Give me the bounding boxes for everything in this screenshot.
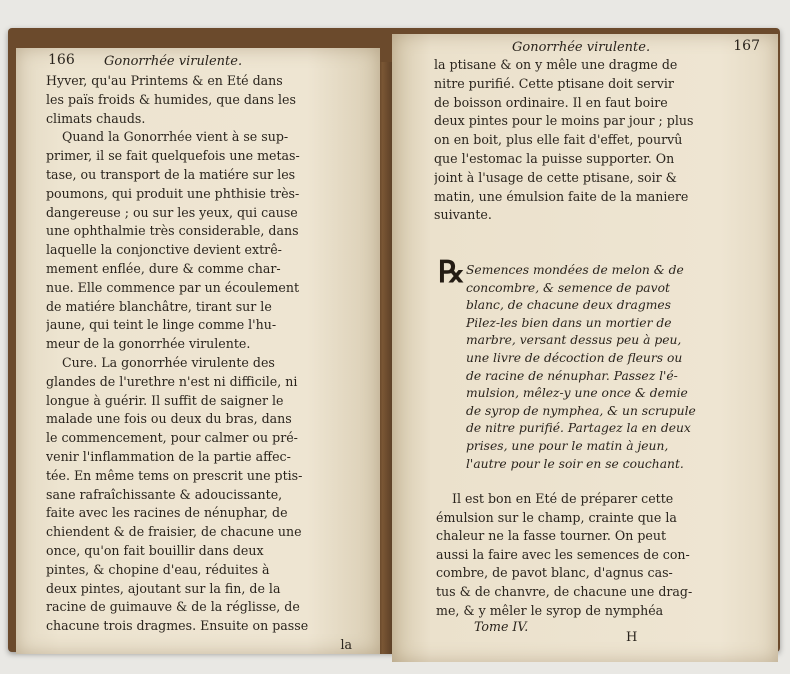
recipe-line: Semences mondées de melon & de bbox=[466, 263, 684, 277]
running-head-left: Gonorrhée virulente. bbox=[104, 54, 243, 69]
text-line: joint à l'usage de cette ptisane, soir & bbox=[434, 169, 677, 185]
recipe-line: de syrop de nymphea, & un scrupule bbox=[466, 403, 696, 418]
text-line: tée. En même tems on prescrit une ptis- bbox=[46, 467, 303, 483]
page-number-right: 167 bbox=[733, 38, 760, 54]
text-line: tus & de chanvre, de chacune une drag- bbox=[436, 583, 693, 599]
text-line: me, & y mêler le syrop de nymphéa bbox=[436, 602, 664, 618]
recipe-symbol: ℞ bbox=[438, 255, 465, 290]
running-head-right: Gonorrhée virulente. bbox=[512, 40, 651, 55]
text-line: sane rafraîchissante & adoucissante, bbox=[46, 486, 283, 502]
recipe-line: Pilez-les bien dans un mortier de bbox=[466, 315, 672, 330]
text-line: suivante. bbox=[434, 207, 492, 223]
recipe-line: prises, une pour le matin à jeun, bbox=[466, 438, 669, 453]
right-page-closing-text bbox=[436, 490, 758, 620]
text-line: deux pintes, ajoutant sur la fin, de la bbox=[46, 580, 281, 596]
left-page-text bbox=[46, 72, 352, 654]
text-line: tase, ou transport de la matiére sur les bbox=[46, 166, 296, 182]
text-line: de boisson ordinaire. Il en faut boire bbox=[434, 94, 668, 110]
recipe-line: une livre de décoction de fleurs ou bbox=[466, 350, 683, 365]
text-line: climats chauds. bbox=[46, 110, 146, 126]
right-page-text bbox=[434, 56, 754, 225]
recipe-line: l'autre pour le soir en se couchant. bbox=[466, 456, 684, 471]
right-page bbox=[392, 34, 778, 662]
text-line: on en boit, plus elle fait d'effet, pourvû bbox=[434, 132, 683, 148]
left-page bbox=[16, 48, 380, 654]
text-line: faite avec les racines de nénuphar, de bbox=[46, 505, 288, 521]
text-line: combre, de pavot blanc, d'agnus cas- bbox=[436, 565, 673, 581]
text-line: émulsion sur le champ, crainte que la bbox=[436, 509, 677, 525]
text-line: once, qu'on fait bouillir dans deux bbox=[46, 542, 264, 558]
text-line: meur de la gonorrhée virulente. bbox=[46, 336, 251, 352]
text-line: dangereuse ; ou sur les yeux, qui cause bbox=[46, 204, 298, 220]
text-line: les païs froids & humides, que dans les bbox=[46, 91, 296, 107]
text-line: nue. Elle commence par un écoulement bbox=[46, 279, 300, 295]
text-line: jaune, qui teint le linge comme l'hu- bbox=[46, 317, 277, 333]
text-line: deux pintes pour le moins par jour ; plus bbox=[434, 113, 694, 129]
recipe-line: marbre, versant dessus peu à peu, bbox=[466, 333, 682, 348]
catchword: la bbox=[340, 636, 352, 652]
recipe-line: concombre, & semence de pavot bbox=[466, 280, 670, 295]
text-line: matin, une émulsion faite de la maniere bbox=[434, 188, 689, 204]
text-line: malade une fois ou deux du bras, dans bbox=[46, 411, 292, 427]
text-line: chiendent & de fraisier, de chacune une bbox=[46, 524, 302, 540]
text-line: primer, il se fait quelquefois une metas- bbox=[46, 148, 300, 164]
page-number-left: 166 bbox=[48, 52, 75, 68]
text-line: chaleur ne la fasse tourner. On peut bbox=[436, 528, 667, 544]
recipe-block bbox=[438, 255, 754, 473]
text-line: longue à guérir. Il suffit de saigner le bbox=[46, 392, 284, 408]
text-line: mement enflée, dure & comme char- bbox=[46, 260, 281, 276]
text-line: le commencement, pour calmer ou pré- bbox=[46, 430, 298, 446]
text-line: venir l'inflammation de la partie affec- bbox=[46, 448, 291, 464]
text-line: de matiére blanchâtre, tirant sur le bbox=[46, 298, 272, 314]
open-book bbox=[8, 26, 784, 656]
text-line: la ptisane & on y mêle une dragme de bbox=[434, 57, 678, 72]
text-line: poumons, qui produit une phthisie très- bbox=[46, 185, 300, 201]
volume-label: Tome IV. bbox=[474, 619, 529, 634]
text-line: Il est bon en Eté de préparer cette bbox=[452, 491, 674, 506]
text-line: que l'estomac la puisse supporter. On bbox=[434, 150, 675, 166]
text-line: Quand la Gonorrhée vient à se sup- bbox=[62, 129, 289, 145]
recipe-line: blanc, de chacune deux dragmes bbox=[466, 298, 671, 313]
text-line: une ophthalmie très considerable, dans bbox=[46, 223, 299, 239]
text-line: aussi la faire avec les semences de con- bbox=[436, 546, 690, 562]
recipe-line: mulsion, mêlez-y une once & demie bbox=[466, 386, 688, 401]
recipe-line: de racine de nénuphar. Passez l'é- bbox=[466, 368, 678, 383]
signature-mark: H bbox=[626, 630, 638, 645]
text-line: glandes de l'urethre n'est ni difficile, ni bbox=[46, 373, 298, 389]
text-line: chacune trois dragmes. Ensuite on passe bbox=[46, 618, 309, 634]
text-line: Hyver, qu'au Printems & en Eté dans bbox=[46, 73, 283, 88]
text-line: laquelle la conjonctive devient extrê- bbox=[46, 242, 282, 258]
text-line: racine de guimauve & de la réglisse, de bbox=[46, 599, 300, 615]
text-line: pintes, & chopine d'eau, réduites à bbox=[46, 561, 270, 577]
text-line: nitre purifié. Cette ptisane doit servir bbox=[434, 75, 674, 91]
recipe-line: de nitre purifié. Partagez la en deux bbox=[466, 421, 691, 436]
text-line: Cure. La gonorrhée virulente des bbox=[62, 354, 275, 370]
